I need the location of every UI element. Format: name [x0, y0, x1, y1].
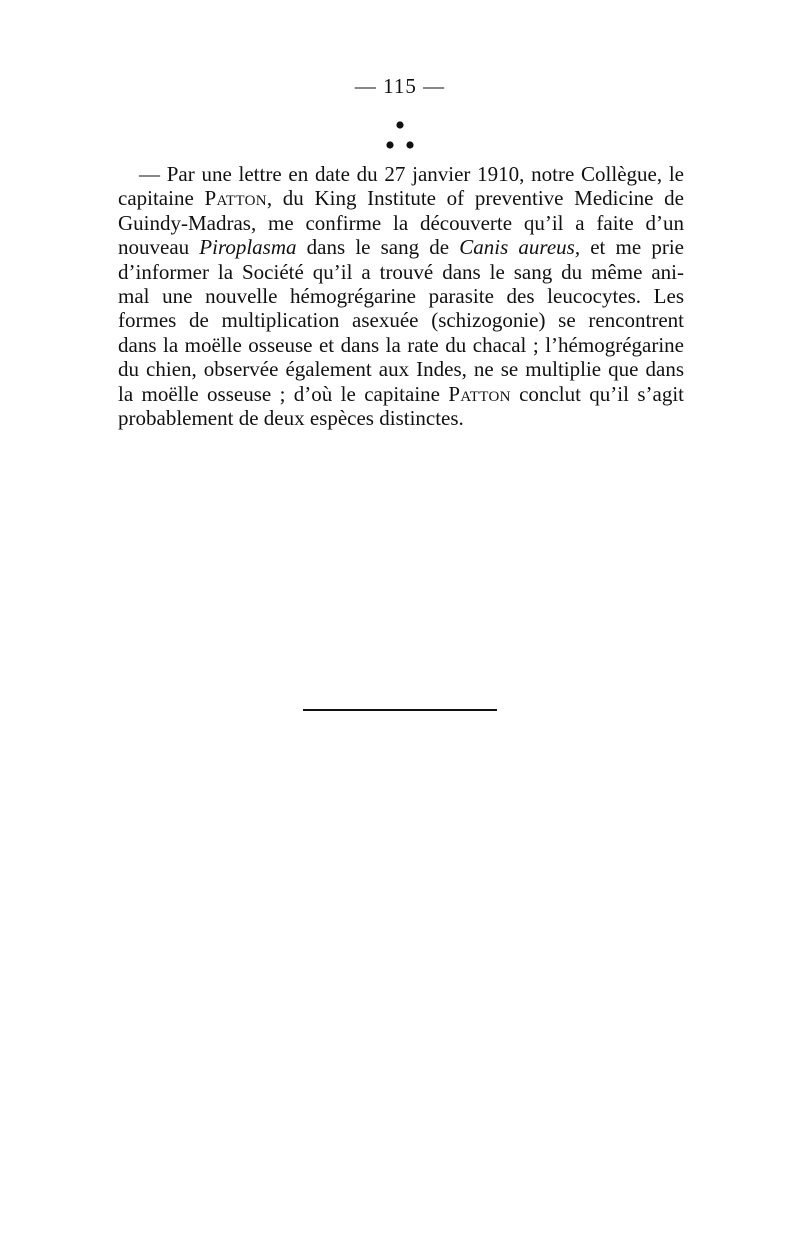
body-paragraph — [118, 162, 684, 430]
text-line: probablement de deux espèces distinctes. — [118, 405, 464, 430]
text-line: du chien, observée également aux Indes, ne se multiplie que dans — [118, 357, 684, 382]
text-line: la moëlle osseuse ; d’où le capitaine Patton conclut qu’il s’agit — [118, 381, 684, 406]
author-name: Patton — [204, 186, 267, 211]
asterism-icon — [382, 116, 418, 156]
text-line: nouveau Piroplasma dans le sang de Canis aureus, et me prie — [118, 235, 684, 260]
text-line: capitaine Patton, du King Institute of preventive Medicine de — [118, 186, 684, 211]
species-name: Canis aureus, — [459, 235, 581, 260]
species-name: Piroplasma — [199, 235, 297, 260]
text-line: Guindy-Madras, me confirme la découverte qu’il a faite d’un — [118, 210, 684, 235]
text-line: formes de multiplication asexuée (schizogonie) se rencontrent — [118, 308, 684, 333]
text-line: d’informer la Société qu’il a trouvé dans le sang du même ani- — [118, 259, 684, 284]
page-number: — 115 — — [354, 74, 446, 98]
text-line: mal une nouvelle hémogrégarine parasite des leucocytes. Les — [118, 283, 684, 308]
author-name: Patton — [448, 381, 511, 406]
text-line: — Par une lettre en date du 27 janvier 1910, notre Collègue, le — [139, 162, 684, 186]
section-divider — [303, 709, 497, 711]
asterism-glyph — [382, 116, 418, 156]
text-line: dans la moëlle osseuse et dans la rate du chacal ; l’hémogrégarine — [118, 332, 684, 357]
